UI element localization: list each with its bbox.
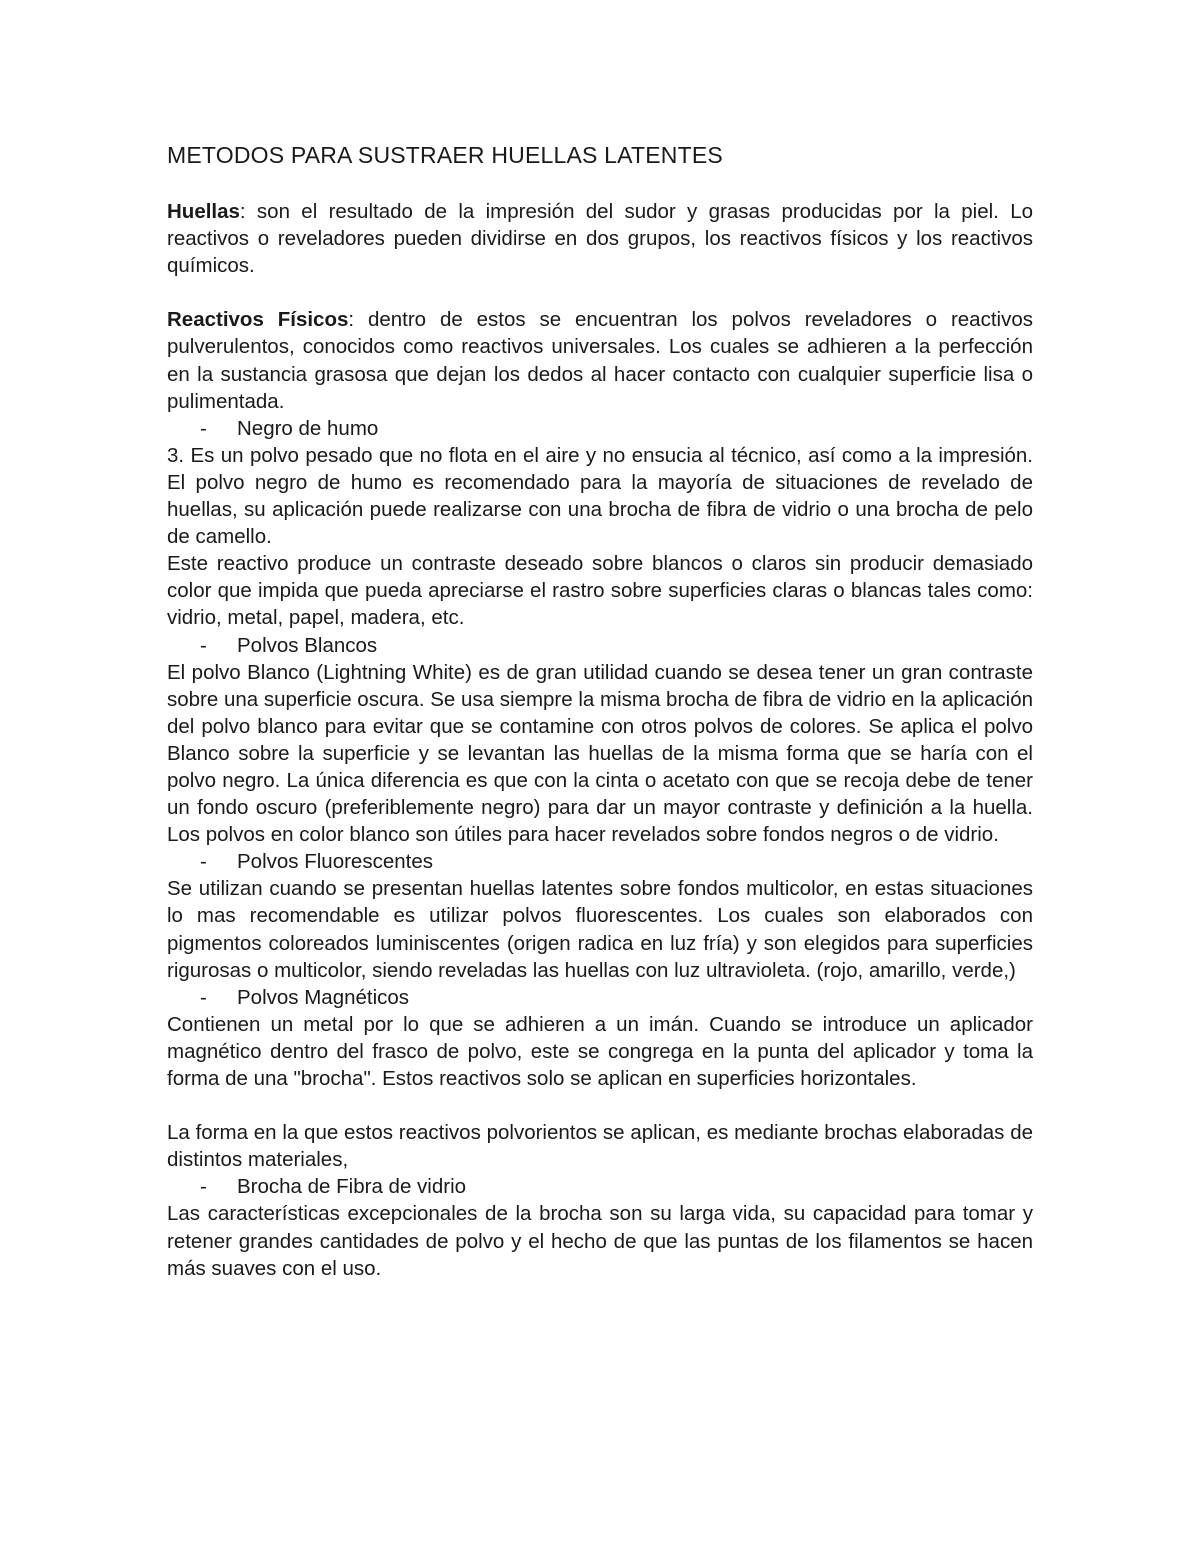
bullet-dash: -: [200, 416, 207, 440]
blancos-paragraph: El polvo Blanco (Lightning White) es de gran utilidad cuando se desea tener un gran contraste sobre una superficie oscura. Se usa siempre la misma brocha de fibra de vidrio en la aplicación del polvo blanco para evitar que se contamine con otros polvos de colores. Se aplica el polvo Blanco sobre la superficie y se levantan las huellas de la misma forma que se haría con el polvo negro. La única diferencia es que con la cinta o acetato con que se recoja debe de tener un fondo oscuro (preferiblemente negro) para dar un mayor contraste y definición a la huella. Los polvos en color blanco son útiles para hacer revelados sobre fondos negros o de vidrio.: [167, 660, 1034, 847]
bullet-label: Polvos Blancos: [237, 633, 378, 657]
fisicos-term: Reactivos Físicos: [167, 308, 349, 332]
bullet-dash: -: [200, 850, 207, 874]
fisicos-text: : dentro de estos se encuentran los polvos reveladores o reactivos pulverulentos, conocidos como reactivos universales. Los cuales se adhieren a la perfección en la sustancia grasosa que dejan los dedos al hacer contacto con cualquier superficie lisa o pulimentada.: [167, 308, 1033, 413]
intro-term: Huellas: [167, 200, 240, 223]
bullet-polvos-magneticos: [167, 984, 1033, 1011]
bullet-polvos-blancos: [167, 632, 1033, 659]
document-page: [167, 140, 1033, 1282]
spacer: [167, 279, 1033, 306]
fisicos-paragraph: [167, 306, 1033, 414]
bullet-polvos-fluorescentes: [167, 848, 1033, 875]
magneticos-paragraph: Contienen un metal por lo que se adhieren a un imán. Cuando se introduce un aplicador magnético dentro del frasco de polvo, este se congrega en la punta del aplicador y toma la forma de una "brocha". Estos reactivos solo se aplican en superficies horizontales.: [167, 1012, 1033, 1090]
negro-paragraph-1: 3. Es un polvo pesado que no flota en el aire y no ensucia al técnico, así como a la impresión. El polvo negro de humo es recomendado para la mayoría de situaciones de revelado de huellas, su aplicación puede realizarse con una brocha de fibra de vidrio o una brocha de pelo de camello.: [167, 443, 1033, 549]
fluorescentes-paragraph: Se utilizan cuando se presentan huellas latentes sobre fondos multicolor, en estas situaciones lo mas recomendable es utilizar polvos fluorescentes. Los cuales son elaborados con pigmentos coloreados luminiscentes (origen radica en luz fría) y son elegidos para superficies rigurosas o multicolor, siendo reveladas las huellas con luz ultravioleta. (rojo, amarillo, verde,): [167, 877, 1033, 982]
intro-paragraph: [167, 198, 1033, 279]
bullet-dash: -: [200, 633, 207, 657]
intro-text: : son el resultado de la impresión del sudor y grasas producidas por la piel. Lo reactivos o reveladores pueden dividirse en dos grupos, los reactivos físicos y los reactivos químicos.: [167, 200, 1033, 278]
brochas-intro-paragraph: La forma en la que estos reactivos polvorientos se aplican, es mediante brochas elaboradas de distintos materiales,: [167, 1121, 1033, 1172]
negro-paragraph-2: Este reactivo produce un contraste deseado sobre blancos o claros sin producir demasiado color que impida que pueda apreciarse el rastro sobre superficies claras o blancas tales como: vidrio, metal, papel, madera, etc.: [167, 552, 1033, 630]
bullet-label: Brocha de Fibra de vidrio: [237, 1175, 467, 1199]
bullet-brocha-fibra-de-vidrio: [167, 1173, 1033, 1200]
bullet-label: Polvos Magnéticos: [237, 985, 410, 1009]
bullet-dash: -: [200, 1175, 207, 1199]
spacer: [167, 1092, 1033, 1119]
bullet-label: Polvos Fluorescentes: [237, 850, 433, 874]
bullet-negro-de-humo: [167, 415, 1033, 442]
fibra-paragraph: Las características excepcionales de la brocha son su larga vida, su capacidad para tomar y retener grandes cantidades de polvo y el hecho de que las puntas de los filamentos se hacen más suaves con el uso.: [167, 1202, 1033, 1280]
bullet-dash: -: [200, 985, 207, 1009]
bullet-label: Negro de humo: [237, 416, 379, 440]
document-title: METODOS PARA SUSTRAER HUELLAS LATENTES: [167, 142, 723, 168]
